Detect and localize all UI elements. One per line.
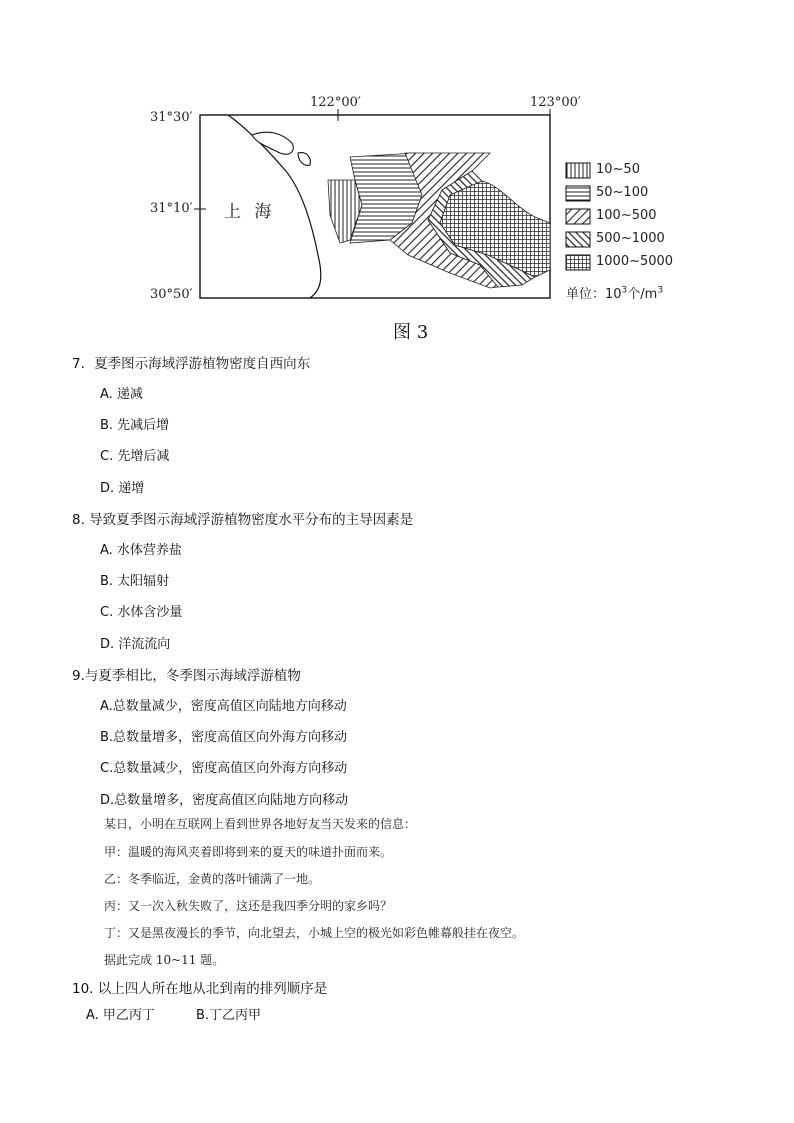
question-7-stem: 7．夏季图示海域浮游植物密度自西向东 [72,356,311,372]
legend-swatch-horizontal [566,186,590,201]
lat-label: 31°10′ [150,201,193,216]
lat-label: 30°50′ [150,287,193,302]
passage-intro: 某日，小明在互联网上看到世界各地好友当天发来的信息： [104,817,417,831]
question-7-option-b: B. 先减后增 [100,418,170,433]
passage-line: 丁：又是黑夜漫长的季节，向北望去，小城上空的极光如彩色帷幕般挂在夜空。 [104,926,525,940]
legend-swatch-vertical [566,163,590,178]
legend-label: 500~1000 [596,231,665,246]
question-9-option-d: D.总数量增多，密度高值区向陆地方向移动 [100,793,349,808]
passage-line: 乙：冬季临近，金黄的落叶铺满了一地。 [104,872,321,886]
question-7-option-a: A. 递减 [100,387,143,402]
question-10-option-b: B.丁乙丙甲 [196,1008,262,1023]
legend-swatch-diagonal-left [566,232,590,247]
passage-line: 甲：温暖的海风夹着即将到来的夏天的味道扑面而来。 [104,845,393,859]
lat-label: 31°30′ [150,110,193,125]
question-9-option-b: B.总数量增多，密度高值区向外海方向移动 [100,730,348,745]
place-label: 上 海 [224,202,276,222]
question-9-option-c: C.总数量减少，密度高值区向外海方向移动 [100,761,348,776]
legend-label: 100~500 [596,208,657,223]
question-9-option-a: A.总数量减少，密度高值区向陆地方向移动 [100,699,347,714]
legend-swatch-diagonal-right [566,209,590,224]
question-8-option-d: D. 洋流流向 [100,637,171,652]
lon-label: 122°00′ [310,95,361,110]
unit-label: 单位：$10^3$个$/m^3$ [566,285,664,302]
passage-line: 丙：又一次入秋失败了，这还是我四季分明的家乡吗？ [104,899,393,913]
legend-swatch-grid [566,255,590,270]
question-8-option-c: C. 水体含沙量 [100,605,183,620]
question-7-option-d: D. 递增 [100,481,145,496]
legend-label: 1000~5000 [596,254,674,269]
legend-label: 50~100 [596,185,649,200]
passage-instruction: 据此完成 10~11 题。 [104,953,225,967]
question-9-stem: 9.与夏季相比，冬季图示海域浮游植物 [72,668,301,684]
figure-caption: 图 3 [393,322,429,343]
question-8-stem: 8. 导致夏季图示海域浮游植物密度水平分布的主导因素是 [72,512,414,528]
question-8-option-a: A. 水体营养盐 [100,543,182,558]
plankton-density-map [150,95,690,310]
question-10-option-a: A. 甲乙丙丁 [86,1008,155,1023]
question-8-option-b: B. 太阳辐射 [100,574,170,589]
lon-label: 123°00′ [530,95,581,110]
question-7-option-c: C. 先增后减 [100,449,170,464]
legend-label: 10~50 [596,162,640,177]
question-10-stem: 10. 以上四人所在地从北到南的排列顺序是 [72,981,328,997]
